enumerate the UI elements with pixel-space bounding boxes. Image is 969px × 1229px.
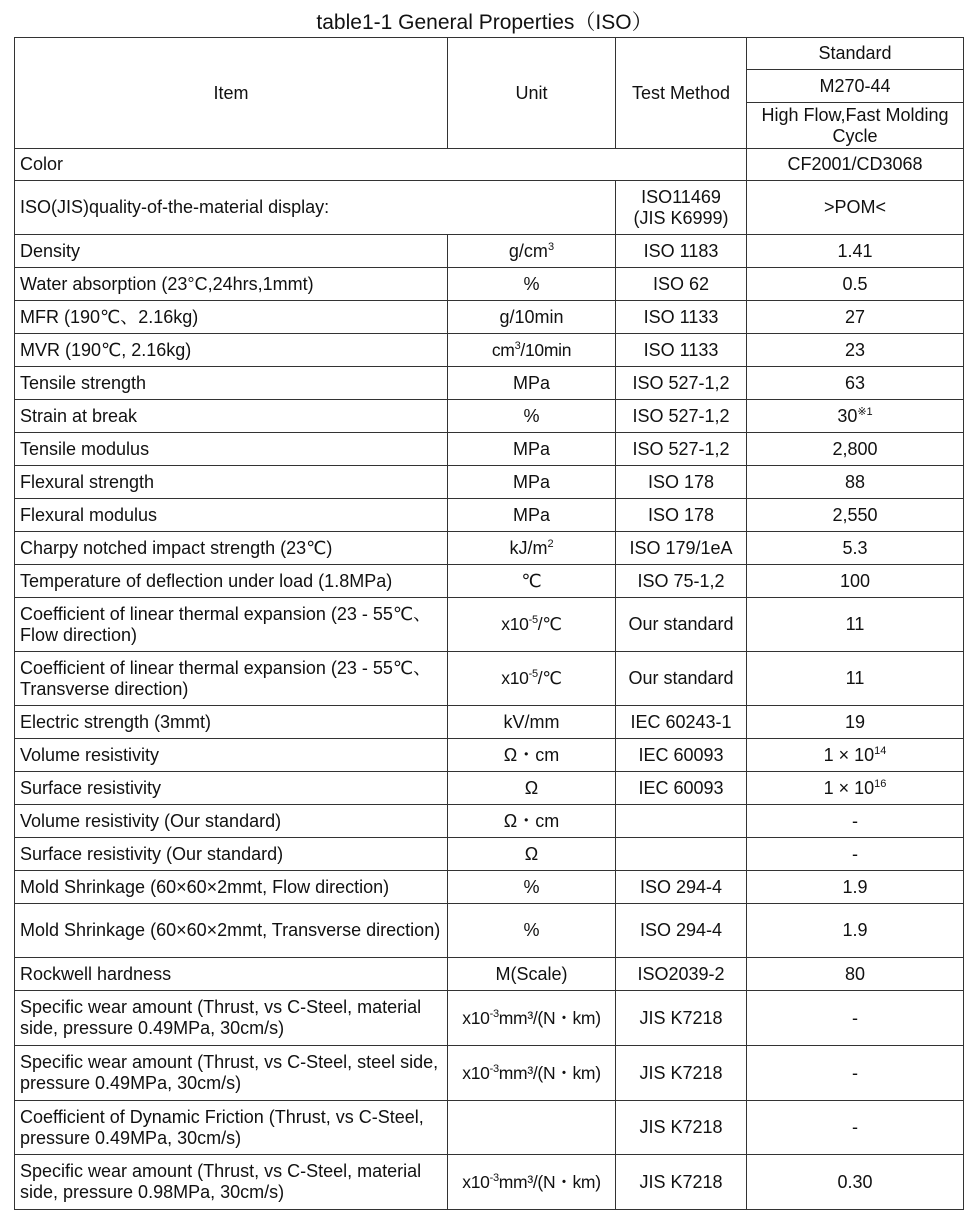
property-test-method: ISO 62	[616, 268, 747, 301]
value-text: 88	[844, 471, 866, 492]
property-item: Specific wear amount (Thrust, vs C-Steel, steel side, pressure 0.49MPa, 30cm/s)	[15, 1046, 448, 1101]
value-text: 27	[844, 306, 866, 327]
property-unit	[448, 466, 616, 499]
property-test-method: ISO 179/1eA	[616, 532, 747, 565]
table-row	[15, 466, 964, 499]
unit-text: kJ/m	[509, 537, 548, 558]
property-test-method: ISO 1183	[616, 235, 747, 268]
value-text: 63	[844, 372, 866, 393]
unit-suffix: /10min	[520, 339, 572, 360]
property-test-method: ISO 178	[616, 499, 747, 532]
property-item: Temperature of deflection under load (1.8MPa)	[15, 565, 448, 598]
unit-text: kV/mm	[503, 711, 560, 732]
property-value	[747, 235, 964, 268]
table-title: table1-1 General Properties（ISO）	[316, 11, 653, 34]
table-row	[15, 772, 964, 805]
table-row	[15, 652, 964, 706]
property-value	[747, 991, 964, 1046]
unit-text: g/10min	[499, 306, 564, 327]
property-test-method: ISO 527-1,2	[616, 400, 747, 433]
table-row	[15, 904, 964, 958]
header-row	[15, 38, 964, 70]
unit-suffix: /℃	[537, 668, 562, 688]
unit-text: MPa	[512, 471, 550, 492]
value-superscript: 16	[874, 777, 887, 790]
table-row	[15, 400, 964, 433]
property-unit	[448, 739, 616, 772]
property-value	[747, 772, 964, 805]
property-test-method: IEC 60093	[616, 772, 747, 805]
value-text: 11	[845, 668, 865, 688]
value-text: 0.5	[842, 273, 868, 294]
property-test-method: ISO 1133	[616, 334, 747, 367]
unit-superscript: -3	[489, 1171, 499, 1184]
value-text: 100	[839, 570, 871, 591]
property-unit	[448, 334, 616, 367]
header-grade: M270-44	[747, 70, 964, 103]
property-item: Volume resistivity (Our standard)	[15, 805, 448, 838]
property-unit	[448, 598, 616, 652]
property-unit	[448, 433, 616, 466]
property-value	[747, 301, 964, 334]
value-text: 30	[837, 405, 858, 426]
property-value	[747, 532, 964, 565]
table-row	[15, 805, 964, 838]
table-row	[15, 838, 964, 871]
property-value	[747, 958, 964, 991]
unit-text: %	[523, 405, 540, 426]
property-test-method: Our standard	[616, 652, 747, 706]
table-row	[15, 268, 964, 301]
header-item: Item	[15, 38, 448, 149]
iso-method-line1: ISO11469	[641, 186, 721, 207]
property-item: Volume resistivity	[15, 739, 448, 772]
property-unit	[448, 1046, 616, 1101]
unit-superscript: 3	[514, 339, 521, 352]
property-value	[747, 598, 964, 652]
property-unit	[448, 991, 616, 1046]
value-text: 1.41	[837, 240, 873, 261]
unit-prefix: x10	[501, 614, 529, 634]
property-item: Coefficient of linear thermal expansion (23 - 55℃、Transverse direction)	[15, 652, 448, 706]
property-value	[747, 1155, 964, 1210]
value-superscript: 14	[874, 744, 887, 757]
header-unit: Unit	[448, 38, 616, 149]
table-row	[15, 1155, 964, 1210]
property-test-method	[616, 838, 747, 871]
unit-prefix: x10	[462, 1007, 490, 1028]
unit-text: Ω・cm	[503, 744, 560, 765]
table-row	[15, 565, 964, 598]
unit-prefix: cm	[491, 339, 515, 360]
table-row	[15, 235, 964, 268]
value-text: 23	[844, 339, 866, 360]
value-text: 11	[845, 614, 865, 634]
table-row	[15, 706, 964, 739]
property-test-method: IEC 60093	[616, 739, 747, 772]
property-unit	[448, 268, 616, 301]
iso-row	[15, 181, 964, 235]
value-text: -	[852, 1007, 858, 1028]
table-row	[15, 532, 964, 565]
property-test-method: JIS K7218	[616, 1101, 747, 1155]
property-test-method: ISO 294-4	[616, 871, 747, 904]
property-item: Mold Shrinkage (60×60×2mmt, Transverse direction)	[15, 904, 448, 958]
value-text: 80	[844, 963, 866, 984]
property-item: Coefficient of Dynamic Friction (Thrust, vs C-Steel, pressure 0.49MPa, 30cm/s)	[15, 1101, 448, 1155]
property-value	[747, 904, 964, 958]
unit-text: MPa	[512, 504, 550, 525]
iso-label: ISO(JIS)quality-of-the-material display:	[15, 181, 616, 235]
table-row	[15, 991, 964, 1046]
value-text: 1 × 10	[823, 777, 875, 798]
table-row	[15, 739, 964, 772]
property-unit	[448, 958, 616, 991]
property-value	[747, 652, 964, 706]
unit-suffix: mm³/(N・km)	[498, 1007, 601, 1028]
property-item: Rockwell hardness	[15, 958, 448, 991]
unit-text: Ω	[524, 843, 539, 864]
property-item: Mold Shrinkage (60×60×2mmt, Flow direction)	[15, 871, 448, 904]
property-unit	[448, 652, 616, 706]
value-text: 2,550	[832, 504, 878, 525]
property-item: Specific wear amount (Thrust, vs C-Steel, material side, pressure 0.98MPa, 30cm/s)	[15, 1155, 448, 1210]
property-item: MVR (190℃, 2.16kg)	[15, 334, 448, 367]
property-unit	[448, 301, 616, 334]
table-row	[15, 334, 964, 367]
property-test-method: ISO2039-2	[616, 958, 747, 991]
property-unit	[448, 838, 616, 871]
unit-suffix: mm³/(N・km)	[498, 1171, 601, 1192]
header-test-method: Test Method	[616, 38, 747, 149]
unit-superscript: 2	[547, 537, 554, 550]
value-text: -	[852, 843, 858, 864]
property-value	[747, 706, 964, 739]
property-value	[747, 565, 964, 598]
unit-text: %	[523, 876, 540, 897]
color-row	[15, 149, 964, 181]
value-text: -	[852, 810, 858, 831]
property-item: Surface resistivity (Our standard)	[15, 838, 448, 871]
iso-method	[616, 181, 747, 235]
property-unit	[448, 532, 616, 565]
property-value	[747, 433, 964, 466]
table-row	[15, 1101, 964, 1155]
color-label: Color	[15, 149, 747, 181]
property-value	[747, 400, 964, 433]
property-item: Density	[15, 235, 448, 268]
table-row	[15, 433, 964, 466]
property-test-method: JIS K7218	[616, 1155, 747, 1210]
unit-text: ℃	[521, 570, 542, 591]
unit-suffix: mm³/(N・km)	[498, 1062, 601, 1083]
property-test-method: ISO 178	[616, 466, 747, 499]
property-value	[747, 1101, 964, 1155]
property-item: MFR (190℃、2.16kg)	[15, 301, 448, 334]
property-unit	[448, 235, 616, 268]
table-row	[15, 499, 964, 532]
unit-superscript: -5	[528, 614, 538, 626]
unit-prefix: x10	[501, 668, 529, 688]
property-value	[747, 838, 964, 871]
property-test-method: ISO 527-1,2	[616, 433, 747, 466]
property-test-method: ISO 75-1,2	[616, 565, 747, 598]
property-value	[747, 739, 964, 772]
value-text: -	[852, 1117, 858, 1137]
property-test-method: Our standard	[616, 598, 747, 652]
unit-text: MPa	[512, 372, 550, 393]
property-item: Tensile modulus	[15, 433, 448, 466]
property-value	[747, 334, 964, 367]
unit-suffix: /℃	[537, 614, 562, 634]
value-text: 0.30	[837, 1171, 873, 1192]
property-unit	[448, 706, 616, 739]
property-item: Flexural modulus	[15, 499, 448, 532]
color-value: CF2001/CD3068	[747, 149, 964, 181]
property-value	[747, 367, 964, 400]
properties-table	[14, 37, 964, 1210]
value-text: 19	[844, 711, 866, 732]
property-test-method: JIS K7218	[616, 1046, 747, 1101]
property-item: Tensile strength	[15, 367, 448, 400]
unit-text: Ω	[524, 777, 539, 798]
property-item: Water absorption (23°C,24hrs,1mmt)	[15, 268, 448, 301]
value-text: 1.9	[842, 920, 868, 940]
property-test-method	[616, 805, 747, 838]
property-value	[747, 268, 964, 301]
unit-superscript: 3	[547, 240, 555, 253]
property-unit	[448, 1155, 616, 1210]
unit-prefix: x10	[462, 1062, 490, 1083]
unit-text: M(Scale)	[495, 963, 568, 984]
property-value	[747, 499, 964, 532]
unit-superscript: -3	[489, 1062, 499, 1075]
value-text: 2,800	[832, 438, 878, 459]
value-text: 1.9	[842, 876, 868, 897]
property-unit	[448, 904, 616, 958]
unit-text: %	[523, 273, 540, 294]
table-row	[15, 598, 964, 652]
property-test-method: IEC 60243-1	[616, 706, 747, 739]
property-unit	[448, 1101, 616, 1155]
property-test-method: ISO 294-4	[616, 904, 747, 958]
value-text: 5.3	[842, 537, 868, 558]
property-item: Electric strength (3mmt)	[15, 706, 448, 739]
table-row	[15, 301, 964, 334]
property-unit	[448, 367, 616, 400]
property-unit	[448, 499, 616, 532]
unit-text: g/cm	[508, 240, 548, 261]
unit-text: Ω・cm	[503, 810, 560, 831]
property-value	[747, 805, 964, 838]
header-grade-desc: High Flow,Fast Molding Cycle	[747, 103, 964, 149]
property-unit	[448, 565, 616, 598]
property-unit	[448, 400, 616, 433]
table-row	[15, 958, 964, 991]
property-item: Flexural strength	[15, 466, 448, 499]
property-item: Strain at break	[15, 400, 448, 433]
unit-text: MPa	[512, 438, 550, 459]
value-text: 1 × 10	[823, 744, 875, 765]
table-row	[15, 1046, 964, 1101]
property-item: Charpy notched impact strength (23℃)	[15, 532, 448, 565]
property-value	[747, 871, 964, 904]
unit-superscript: -3	[489, 1007, 499, 1020]
property-item: Surface resistivity	[15, 772, 448, 805]
table-row	[15, 367, 964, 400]
property-item: Specific wear amount (Thrust, vs C-Steel, material side, pressure 0.49MPa, 30cm/s)	[15, 991, 448, 1046]
property-value	[747, 1046, 964, 1101]
unit-superscript: -5	[528, 668, 538, 680]
value-superscript: ※1	[857, 405, 873, 418]
property-test-method: JIS K7218	[616, 991, 747, 1046]
iso-method-line2: (JIS K6999)	[633, 207, 729, 228]
property-unit	[448, 805, 616, 838]
header-standard: Standard	[747, 38, 964, 70]
property-test-method: ISO 527-1,2	[616, 367, 747, 400]
unit-text: %	[523, 920, 540, 940]
property-value	[747, 466, 964, 499]
property-item: Coefficient of linear thermal expansion (23 - 55℃、Flow direction)	[15, 598, 448, 652]
property-unit	[448, 772, 616, 805]
value-text: -	[852, 1062, 858, 1083]
property-unit	[448, 871, 616, 904]
property-test-method: ISO 1133	[616, 301, 747, 334]
table-row	[15, 871, 964, 904]
unit-prefix: x10	[462, 1171, 490, 1192]
iso-value: >POM<	[747, 181, 964, 235]
